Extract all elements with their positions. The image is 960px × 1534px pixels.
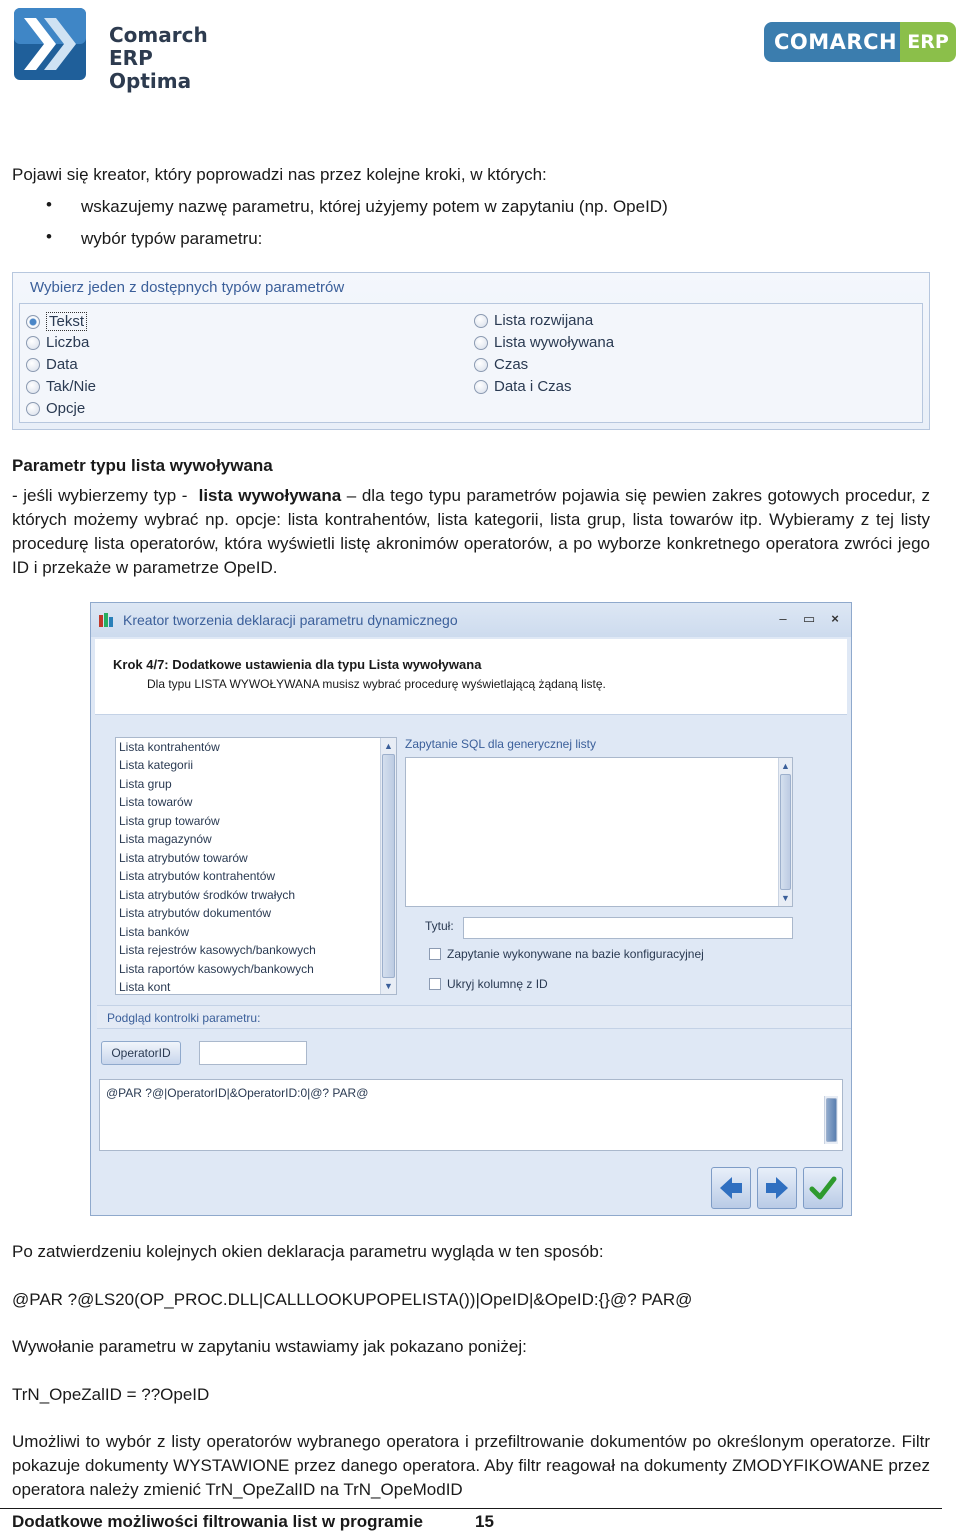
radio-icon [26, 336, 40, 350]
radio-label: Czas [494, 356, 529, 373]
list-item[interactable]: Lista atrybutów środków trwałych [119, 888, 296, 902]
hide-id-checkbox[interactable] [429, 977, 548, 991]
parameter-code-box[interactable] [99, 1079, 843, 1151]
step-title: Krok 4/7: Dodatkowe ustawienia dla typu Lista wywoływana [113, 657, 482, 672]
title-field[interactable] [463, 917, 793, 939]
list-item[interactable]: Lista kategorii [119, 758, 194, 772]
radio-label: Data [46, 356, 78, 373]
list-item[interactable]: Lista kontrahentów [119, 740, 220, 754]
list-item[interactable]: Lista atrybutów dokumentów [119, 906, 272, 920]
scroll-down-icon[interactable]: ▼ [384, 981, 393, 991]
checkmark-icon [809, 1175, 837, 1201]
list-item[interactable]: Lista magazynów [119, 832, 212, 846]
config-db-checkbox[interactable] [429, 947, 704, 961]
comarch-erp-optima-logo [14, 6, 254, 93]
app-icon [99, 613, 115, 627]
arrow-right-icon [764, 1175, 790, 1201]
list-item[interactable]: Lista banków [119, 925, 190, 939]
scroll-up-icon[interactable]: ▲ [384, 741, 393, 751]
window-title: Kreator tworzenia deklaracji parametru dynamicznego [123, 612, 458, 628]
radio-label: Liczba [46, 334, 90, 351]
list-item[interactable]: Lista atrybutów towarów [119, 851, 248, 865]
radio-icon [26, 402, 40, 416]
scroll-thumb[interactable] [826, 1098, 837, 1142]
procedure-listbox[interactable] [115, 737, 397, 995]
sql-query-label: Zapytanie SQL dla generycznej listy [405, 737, 596, 751]
radio-label: Tekst [46, 312, 87, 331]
radio-label: Opcje [46, 400, 86, 417]
control-preview-header [97, 1005, 851, 1029]
list-item[interactable]: Lista rejestrów kasowych/bankowych [119, 943, 316, 957]
intro-text: Pojawi się kreator, który poprowadzi nas przez kolejne kroki, w których: [12, 165, 547, 184]
radio-icon [474, 380, 488, 394]
list-item[interactable]: Lista grup [119, 777, 172, 791]
radio-tak-nie[interactable] [26, 378, 96, 395]
radio-label: Data i Czas [494, 378, 572, 395]
list-item[interactable]: Lista atrybutów kontrahentów [119, 869, 276, 883]
checkbox-label: Zapytanie wykonywane na bazie konfiguracyjnej [447, 947, 704, 961]
operator-id-button[interactable]: OperatorID [101, 1041, 181, 1065]
section-heading: Parametr typu lista wywoływana [12, 456, 273, 475]
paragraph-prefix: - jeśli wybierzemy typ - [12, 486, 188, 505]
radio-data[interactable] [26, 356, 78, 373]
radio-selected-icon [26, 315, 40, 329]
after-paragraph-2: Wywołanie parametru w zapytaniu wstawiamy jak pokazano poniżej: [12, 1337, 527, 1356]
radio-data-i-czas[interactable] [474, 378, 572, 395]
bullet-dot: • [46, 195, 52, 214]
radio-liczba[interactable] [26, 334, 89, 351]
radio-label: Lista rozwijana [494, 312, 594, 329]
scroll-up-icon[interactable]: ▲ [781, 761, 790, 771]
radio-icon [26, 380, 40, 394]
list-item[interactable]: Lista raportów kasowych/bankowych [119, 962, 314, 976]
wizard-window [90, 602, 852, 1216]
footer-title: Dodatkowe możliwości filtrowania list w programie [12, 1512, 423, 1531]
radio-label: Lista wywoływana [494, 334, 615, 351]
checkbox-icon [429, 948, 441, 960]
code-scrollbar[interactable] [824, 1096, 838, 1144]
minimize-icon[interactable]: – [779, 611, 787, 626]
page-number: 15 [475, 1512, 494, 1531]
parameter-type-panel [12, 272, 930, 430]
radio-icon [474, 314, 488, 328]
radio-label: Tak/Nie [46, 378, 97, 395]
parameter-code: @PAR ?@|OperatorID|&OperatorID:0|@? PAR@ [106, 1086, 369, 1100]
radio-lista-wywolywana[interactable] [474, 334, 614, 351]
checkbox-icon [429, 978, 441, 990]
window-titlebar [91, 603, 851, 637]
radio-opcje[interactable] [26, 400, 85, 417]
checkbox-label: Ukryj kolumnę z ID [447, 977, 548, 991]
finish-button[interactable] [803, 1167, 843, 1209]
sql-scrollbar[interactable] [778, 758, 792, 906]
list-item[interactable]: Lista kont [119, 980, 171, 994]
bullet-item-1: wskazujemy nazwę parametru, której użyjemy potem w zapytaniu (np. OpeID) [81, 197, 668, 216]
title-field-label: Tytuł: [425, 919, 454, 933]
operator-id-input[interactable] [199, 1041, 307, 1065]
listbox-scrollbar[interactable] [380, 738, 396, 994]
radio-czas[interactable] [474, 356, 528, 373]
logo-line-2: Optima [109, 69, 192, 93]
scroll-thumb[interactable] [382, 754, 395, 978]
after-paragraph-1: Po zatwierdzeniu kolejnych okien deklaracja parametru wygląda w ten sposób: [12, 1242, 604, 1261]
declaration-code: @PAR ?@LS20(OP_PROC.DLL|CALLLOOKUPOPELISTA())|OpeID|&OpeID:{}@? PAR@ [12, 1290, 693, 1309]
comarch-erp-logo [764, 22, 956, 62]
after-paragraph-3: Umożliwi to wybór z listy operatorów wybranego operatora i przefiltrowanie dokumentów po określonym operatorze. Filtr pokazuje dokumenty WYSTAWIONE przez danego operatora. Aby filtr reagował na dokumenty ZMODYFIKOWANE przez operatora należy zmienić TrN_OpeZalID na TrN_OpeModID [12, 1432, 930, 1499]
optima-logo-icon [14, 8, 86, 80]
radio-lista-rozwijana[interactable] [474, 312, 593, 329]
next-button[interactable] [757, 1167, 797, 1209]
parameter-type-options [19, 303, 923, 423]
scroll-down-icon[interactable]: ▼ [781, 893, 790, 903]
back-button[interactable] [711, 1167, 751, 1209]
preview-label: Podgląd kontrolki parametru: [107, 1011, 261, 1025]
bullet-dot: • [46, 227, 52, 246]
erp-wordmark: ERP [900, 22, 956, 62]
sql-query-input[interactable] [405, 757, 793, 907]
parameter-type-header: Wybierz jeden z dostępnych typów parametrów [30, 279, 345, 296]
step-banner [95, 639, 847, 715]
radio-icon [474, 358, 488, 372]
arrow-left-icon [718, 1175, 744, 1201]
step-description: Dla typu LISTA WYWOŁYWANA musisz wybrać procedurę wyświetlającą żądaną listę. [147, 677, 606, 691]
close-icon[interactable]: × [831, 611, 839, 626]
list-item[interactable]: Lista grup towarów [119, 814, 220, 828]
footer-divider [0, 1508, 942, 1509]
comarch-wordmark: COMARCH [764, 22, 900, 62]
list-item[interactable]: Lista towarów [119, 795, 193, 809]
query-code: TrN_OpeZalID = ??OpeID [12, 1385, 210, 1404]
scroll-thumb[interactable] [780, 774, 791, 890]
paragraph-bold: lista wywoływana [198, 486, 342, 505]
paragraph-rest: – dla tego typu parametrów pojawia się pewien zakres gotowych procedur, z których możemy wybrać np. opcje: lista kontrahentów, lista kategorii, lista grup, lista towarów itp. Wybieramy z tej listy procedurę lista operatorów, która wyświetli listę akronimów operatorów, a po wyborze konkretnego operatora zwróci jego ID i przekaże w parametrze OpeID. [12, 486, 930, 577]
radio-tekst[interactable] [26, 312, 87, 331]
section-paragraph [12, 484, 930, 580]
logo-line-1: Comarch ERP [109, 23, 208, 70]
maximize-icon[interactable]: ▭ [802, 611, 816, 626]
radio-icon [474, 336, 488, 350]
logo-text [109, 24, 254, 93]
bullet-item-2: wybór typów parametru: [81, 229, 263, 248]
radio-icon [26, 358, 40, 372]
